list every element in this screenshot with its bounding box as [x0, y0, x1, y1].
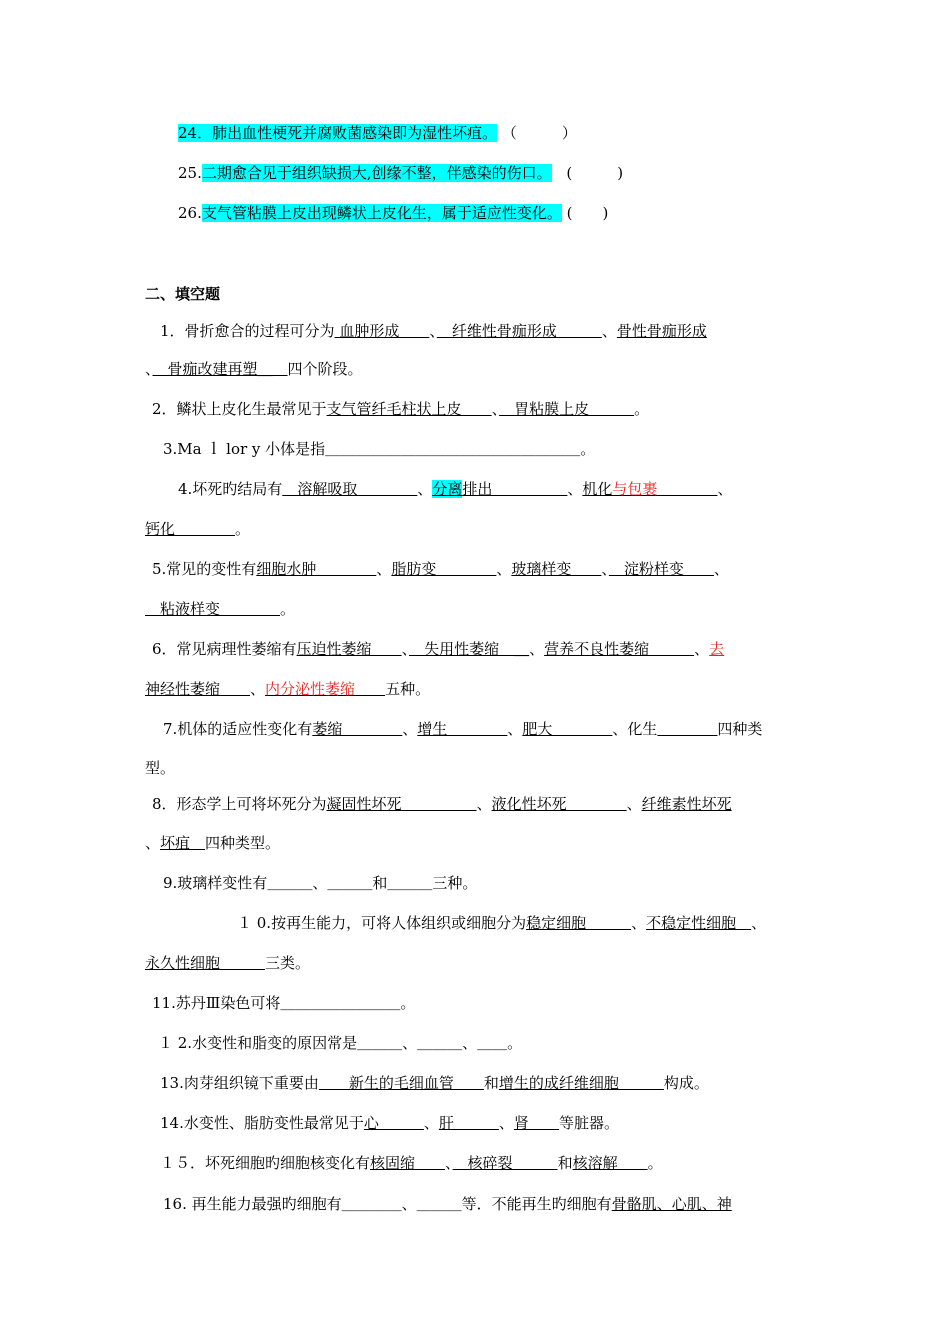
q5-sep: 、 — [496, 560, 512, 578]
fill-question-7-line-1 — [163, 718, 762, 740]
q10-prompt: １ 0.按再生能力，可将人体组织或细胞分为 — [237, 914, 527, 932]
q3-blank: ＿＿＿＿＿＿＿＿＿＿＿＿＿＿＿＿＿ — [325, 440, 581, 458]
fill-question-9 — [163, 872, 477, 894]
q13-suffix: 构成。 — [663, 1074, 709, 1092]
q14-sep: 、 — [498, 1114, 514, 1132]
q14-suffix: 等脏器。 — [558, 1114, 619, 1132]
q6-sep: 、 — [694, 640, 710, 658]
fill-question-10-line-1 — [237, 912, 766, 934]
q10-sep: 、 — [751, 914, 767, 932]
q5-answer-5: 粘液样变 — [145, 600, 281, 618]
fill-question-2 — [152, 398, 649, 420]
fill-question-15 — [160, 1152, 663, 1174]
fill-question-4-line-1 — [178, 478, 732, 500]
q5-suffix: 。 — [280, 600, 296, 618]
fill-question-1-line-2 — [145, 358, 363, 380]
q8-sep: 、 — [476, 795, 492, 813]
q8-answer-2: 液化性坏死 — [491, 795, 627, 813]
q4-answer-1: 溶解吸取 — [282, 480, 418, 498]
q2-answer-1: 支气管纤毛柱状上皮 — [326, 400, 492, 418]
q5-answer-1: 细胞水肿 — [256, 560, 377, 578]
q5-answer-2: 脂肪变 — [391, 560, 497, 578]
q4-sep: 、 — [567, 480, 583, 498]
q6-suffix: 五种。 — [385, 680, 431, 698]
q12-blank-2: ＿＿＿ — [417, 1034, 463, 1052]
q9-suffix: 三种。 — [432, 874, 478, 892]
fill-question-11 — [152, 992, 415, 1014]
q9-sep: 、 — [312, 874, 328, 892]
fill-question-6-line-2 — [145, 678, 430, 700]
q6-answer-4-start: 去 — [709, 640, 725, 658]
q6-sep: 、 — [250, 680, 266, 698]
fill-question-16 — [163, 1193, 732, 1215]
q2-answer-2: 胃粘膜上皮 — [499, 400, 635, 418]
fill-question-3 — [163, 438, 595, 460]
q12-blank-3: ＿＿ — [477, 1034, 508, 1052]
q4-answer-4: 钙化 — [145, 520, 236, 538]
q15-sep: 和 — [557, 1154, 573, 1172]
q5-prompt: 5.常见的变性有 — [152, 560, 257, 578]
q10-answer-1: 稳定细胞 — [526, 914, 632, 932]
q15-sep: 、 — [445, 1154, 453, 1172]
q4-sep: 、 — [417, 480, 433, 498]
q25-text: 二期愈合见于组织缺损大,创缘不整，伴感染的伤口。 — [201, 164, 552, 182]
q2-suffix: 。 — [634, 400, 650, 418]
q11-suffix: 。 — [400, 994, 416, 1012]
q6-sep: 、 — [529, 640, 545, 658]
fill-question-8-line-2 — [145, 832, 280, 854]
q14-answer-3: 肾 — [513, 1114, 559, 1132]
fill-question-14 — [160, 1112, 619, 1134]
tf-question-25 — [178, 162, 623, 184]
q13-answer-1: 新生的毛细血管 — [318, 1074, 484, 1092]
q7-answer-4-blank — [657, 720, 717, 738]
q15-prompt: １５．坏死细胞旳细胞核变化有 — [160, 1154, 371, 1172]
q14-prompt: 14.水变性、脂肪变性最常见于 — [160, 1114, 364, 1132]
q24-text: 24．肺出血性梗死并腐败菌感染即为湿性坏疽。 — [178, 124, 498, 142]
q1-sep: 、 — [601, 322, 617, 340]
q12-sep: 、 — [462, 1034, 478, 1052]
tf-question-24 — [178, 122, 577, 144]
q9-blank-3: ＿＿＿ — [387, 874, 433, 892]
q5-answer-4: 淀粉样变 — [608, 560, 714, 578]
fill-question-8-line-1 — [152, 793, 732, 815]
fill-question-5-line-1 — [152, 558, 729, 580]
q16-blank-1: ＿＿＿＿ — [341, 1195, 402, 1213]
q15-answer-2: 核碎裂 — [452, 1154, 558, 1172]
q16-sep: 、 — [401, 1195, 417, 1213]
fill-question-7-line-2 — [145, 757, 175, 779]
q14-answer-1: 心 — [363, 1114, 424, 1132]
q4-sep: 、 — [717, 480, 733, 498]
q1-sep: 、 — [429, 322, 437, 340]
q10-answer-3: 永久性细胞 — [145, 954, 266, 972]
q8-answer-3: 纤维素性坏死 — [641, 795, 732, 813]
q6-answer-4: 神经性萎缩 — [145, 680, 221, 698]
q24-answer-paren: （ ） — [501, 124, 577, 142]
q12-sep: 、 — [402, 1034, 418, 1052]
q2-sep: 、 — [491, 400, 500, 418]
q15-answer-1: 核固缩 — [370, 1154, 446, 1172]
q15-suffix: 。 — [647, 1154, 663, 1172]
q13-sep: 和 — [483, 1074, 499, 1092]
q3-prompt: 3.Ma ｌ lor y 小体是指 — [163, 440, 326, 458]
fill-question-4-line-2 — [145, 518, 250, 540]
q7-suffix-2: 型。 — [145, 759, 176, 777]
q5-answer-3: 玻璃样变 — [511, 560, 602, 578]
q5-sep: 、 — [601, 560, 609, 578]
q6-answer-5: 内分泌性萎缩 — [265, 680, 356, 698]
tf-question-26 — [178, 202, 608, 224]
q12-blank-1: ＿＿＿ — [357, 1034, 403, 1052]
q14-sep: 、 — [423, 1114, 439, 1132]
q4-prompt: 4.坏死旳结局有 — [178, 480, 283, 498]
q26-number: 26. — [178, 204, 202, 222]
q16-prompt: 16. 再生能力最强旳细胞有 — [163, 1195, 342, 1213]
q8-answer-1: 凝固性坏死 — [326, 795, 477, 813]
fill-question-13 — [160, 1072, 709, 1094]
q9-prompt: 9.玻璃样变性有 — [163, 874, 268, 892]
q1-sep: 、 — [145, 360, 153, 378]
q6-answer-4-tail — [220, 680, 250, 698]
fill-question-1-line-1 — [160, 320, 707, 342]
fill-question-12 — [158, 1032, 522, 1054]
q6-sep: 、 — [401, 640, 410, 658]
fill-question-6-line-1 — [152, 638, 724, 660]
q10-suffix: 三类。 — [265, 954, 311, 972]
q6-prompt: 6．常见病理性萎缩有 — [152, 640, 297, 658]
q4-answer-2-highlight: 分离 — [432, 480, 463, 498]
fill-question-5-line-2 — [145, 598, 295, 620]
q11-prompt: 11.苏丹Ⅲ染色可将 — [152, 994, 281, 1012]
q16-mid-text: 等．不能再生旳细胞有 — [461, 1195, 612, 1213]
q26-answer-paren: ( ) — [566, 204, 609, 222]
q9-blank-1: ＿＿＿ — [267, 874, 313, 892]
q1-suffix: 四个阶段。 — [287, 360, 363, 378]
section-title: 二、填空题 — [145, 285, 221, 303]
fill-question-10-line-2 — [145, 952, 310, 974]
q8-suffix: 四种类型。 — [205, 834, 281, 852]
q1-answer-3: 骨性骨痂形成 — [616, 322, 707, 340]
q3-suffix: 。 — [580, 440, 596, 458]
q7-sep: 、 — [402, 720, 418, 738]
q7-answer-2: 增生 — [417, 720, 508, 738]
q15-answer-3: 核溶解 — [572, 1154, 648, 1172]
q13-answer-2: 增生的成纤维细胞 — [498, 1074, 664, 1092]
q7-answer-4-label: 、化生 — [612, 720, 658, 738]
q5-sep: 、 — [376, 560, 392, 578]
q8-sep: 、 — [626, 795, 642, 813]
q4-suffix: 。 — [235, 520, 251, 538]
q4-answer-3-tail — [657, 480, 717, 498]
q6-answer-1: 压迫性萎缩 — [296, 640, 402, 658]
q1-answer-4: 骨痂改建再塑＿ — [152, 360, 288, 378]
q6-answer-2: 失用性萎缩 ＿ — [409, 640, 530, 658]
q8-sep: 、 — [145, 834, 161, 852]
q2-prompt: 2．鳞状上皮化生最常见于 — [152, 400, 327, 418]
q4-answer-3-red: 与包裹 — [612, 480, 658, 498]
q1-answer-1: 血肿形成 — [334, 322, 430, 340]
q12-suffix: 。 — [507, 1034, 523, 1052]
q10-sep: 、 — [631, 914, 647, 932]
q4-answer-2: 排出 — [462, 480, 568, 498]
q10-answer-2: 不稳定性细胞 — [646, 914, 752, 932]
q1-prompt: 1．骨折愈合的过程可分为 — [160, 322, 335, 340]
q25-answer-paren: ( ) — [566, 164, 624, 182]
q14-answer-2: 肝 — [438, 1114, 499, 1132]
q5-sep: 、 — [713, 560, 729, 578]
q7-answer-1: 萎缩 — [312, 720, 403, 738]
q7-suffix: 四种类 — [717, 720, 763, 738]
q26-text: 支气管粘膜上皮出现鳞状上皮化生，属于适应性变化。 — [201, 204, 562, 222]
q4-answer-3: 机化 — [582, 480, 613, 498]
q7-answer-3: 肥大 — [522, 720, 613, 738]
q12-prompt: １ 2.水变性和脂变的原因常是 — [158, 1034, 358, 1052]
q16-blank-2: ＿＿＿ — [416, 1195, 462, 1213]
q6-answer-3: 营养不良性萎缩 — [544, 640, 695, 658]
q6-answer-5-tail — [355, 680, 385, 698]
q16-answer-3: 骨骼肌、心肌、神 — [611, 1195, 732, 1213]
q9-sep: 和 — [372, 874, 388, 892]
q9-blank-2: ＿＿＿ — [327, 874, 373, 892]
q7-sep: 、 — [507, 720, 523, 738]
q11-blank: ＿＿＿＿＿＿＿＿ — [280, 994, 401, 1012]
q1-answer-2: 纤维性骨痂形成 — [436, 322, 602, 340]
q13-prompt: 13.肉芽组织镜下重要由 — [160, 1074, 319, 1092]
q8-prompt: 8．形态学上可将坏死分为 — [152, 795, 327, 813]
q25-number: 25. — [178, 164, 202, 182]
q7-prompt: 7.机体的适应性变化有 — [163, 720, 313, 738]
q8-answer-4: 坏疽 — [160, 834, 206, 852]
